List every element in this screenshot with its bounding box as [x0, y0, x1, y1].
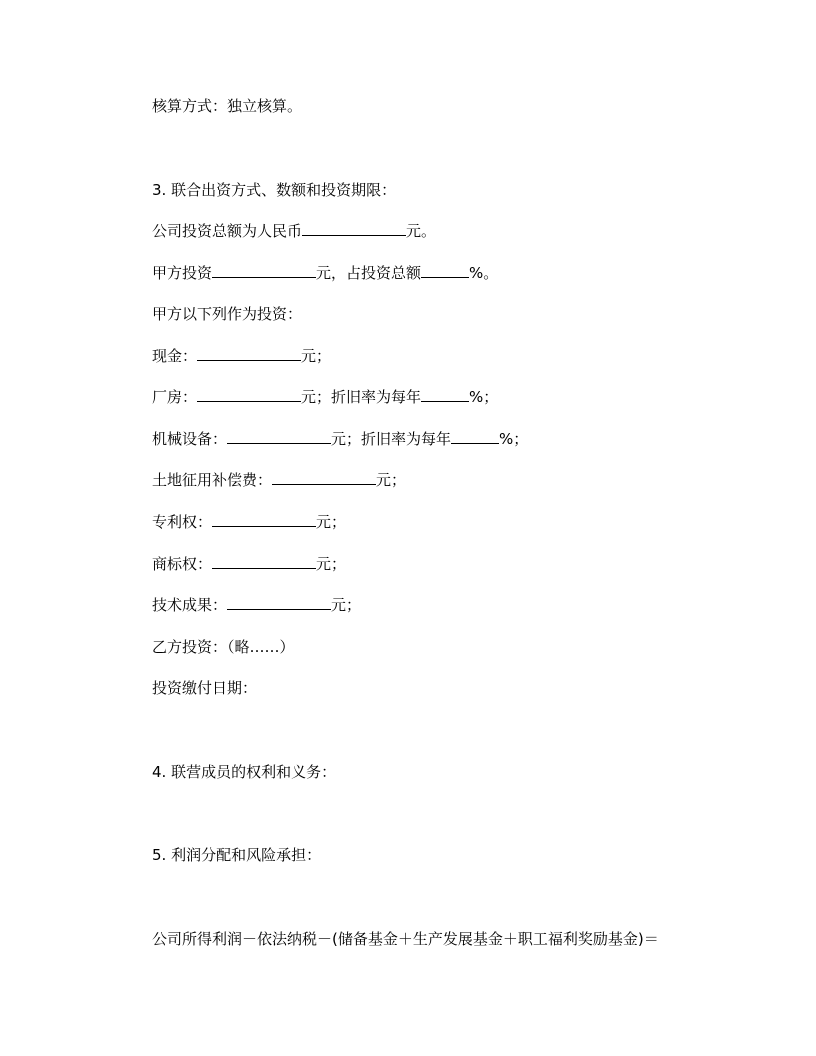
accounting-method-line: 核算方式：独立核算。: [152, 97, 303, 115]
party-a-percent-blank[interactable]: [421, 263, 469, 278]
machinery-line: 机械设备： 元；折旧率为每年 %；: [152, 430, 529, 448]
tech-results-line: 技术成果： 元；: [152, 596, 362, 614]
trademark-line: 商标权： 元；: [152, 555, 347, 573]
patent-amount-blank[interactable]: [212, 512, 316, 527]
party-b-investment-line: 乙方投资：（略……）: [152, 638, 295, 656]
section-3-heading: 3. 联合出资方式、数额和投资期限：: [152, 181, 397, 199]
machinery-amount-blank[interactable]: [227, 429, 331, 444]
plant-depreciation-blank[interactable]: [421, 387, 469, 402]
party-a-amount-blank[interactable]: [212, 263, 316, 278]
land-compensation-line: 土地征用补偿费： 元；: [152, 471, 407, 489]
tech-amount-blank[interactable]: [227, 595, 331, 610]
total-amount-blank[interactable]: [302, 221, 406, 236]
party-a-list-heading: 甲方以下列作为投资：: [152, 305, 303, 323]
plant-line: 厂房： 元；折旧率为每年 %；: [152, 388, 499, 406]
profit-formula-line: 公司所得利润－依法纳税－(储备基金＋生产发展基金＋职工福利奖励基金)＝: [152, 930, 659, 948]
patent-line: 专利权： 元；: [152, 513, 347, 531]
plant-amount-blank[interactable]: [197, 387, 301, 402]
section-5-heading: 5. 利润分配和风险承担：: [152, 846, 322, 864]
land-amount-blank[interactable]: [272, 470, 376, 485]
cash-line: 现金： 元；: [152, 347, 332, 365]
cash-blank[interactable]: [197, 346, 301, 361]
payment-date-line: 投资缴付日期：: [152, 679, 258, 697]
section-4-heading: 4. 联营成员的权利和义务：: [152, 763, 337, 781]
party-a-investment-line: 甲方投资 元，占投资总额 %。: [152, 264, 499, 282]
machinery-depreciation-blank[interactable]: [451, 429, 499, 444]
total-investment-line: 公司投资总额为人民币 元。: [152, 222, 437, 240]
trademark-amount-blank[interactable]: [212, 554, 316, 569]
